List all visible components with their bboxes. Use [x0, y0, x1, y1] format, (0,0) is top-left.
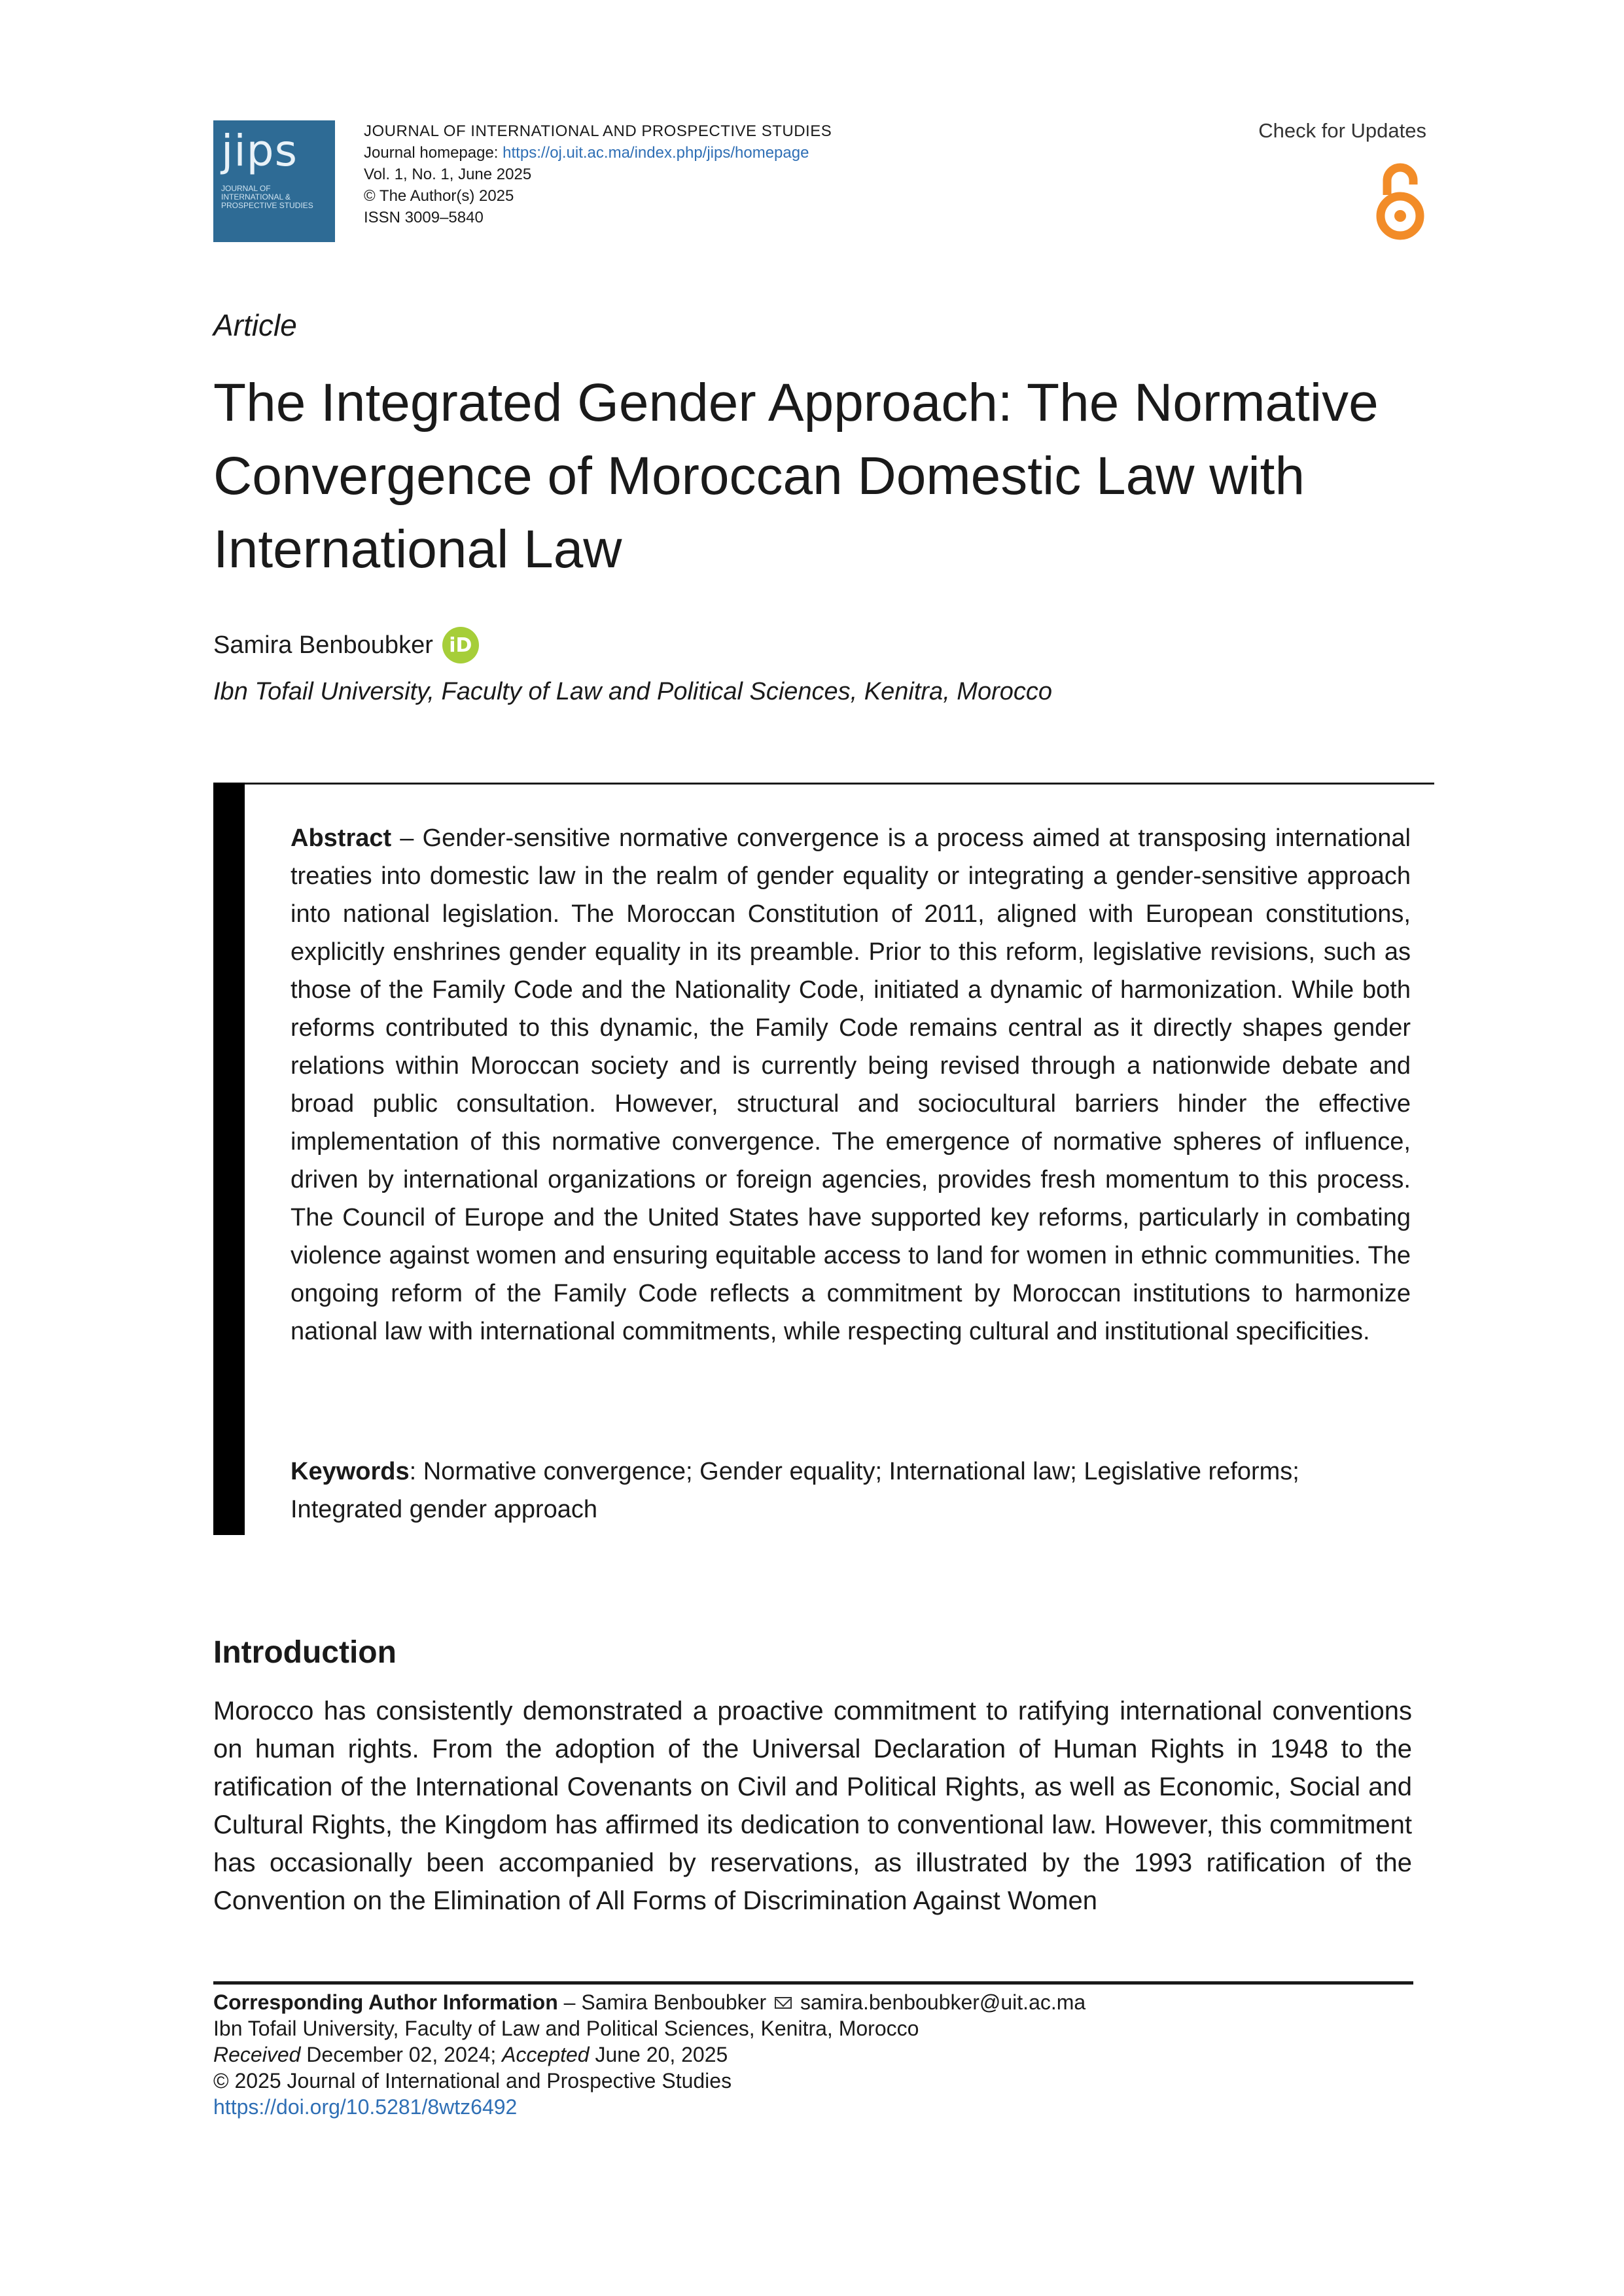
journal-logo — [213, 120, 335, 242]
orcid-icon[interactable]: iD — [442, 627, 479, 663]
article-type: Article — [213, 308, 297, 342]
abstract-side-bar — [213, 783, 245, 1535]
author-affiliation: Ibn Tofail University, Faculty of Law and Political Sciences, Kenitra, Morocco — [213, 678, 1053, 705]
author-name: Samira Benboubker — [213, 631, 433, 659]
logo-subtitle: JOURNAL OF INTERNATIONAL & PROSPECTIVE STUDIES — [221, 184, 313, 210]
abstract-top-rule — [213, 783, 1434, 785]
journal-info — [364, 120, 953, 228]
homepage-link[interactable]: https://oj.uit.ac.ma/index.php/jips/homepage — [503, 144, 809, 162]
corresponding-label: Corresponding Author Information — [213, 1990, 558, 2014]
received-label: Received — [213, 2043, 301, 2066]
article-title: The Integrated Gender Approach: The Normative Convergence of Moroccan Domestic Law with International Law — [213, 373, 1379, 579]
doi-link[interactable]: https://doi.org/10.5281/8wtz6492 — [213, 2095, 518, 2119]
abstract-text: – Gender-sensitive normative convergence is a process aimed at transposing international treaties into domestic law in the realm of gender equality or integrating a gender-sensitive approach into national legislation. The Moroccan Constitution of 2011, aligned with European constitutions, explicitly enshrines gender equality in its preamble. Prior to this reform, legislative revisions, such as those of the Family Code and the Nationality Code, initiated a dynamic of harmonization. While both reforms contributed to this dynamic, the Family Code remains central as it directly shapes gender relations within Moroccan society and is currently being revised through a nationwide debate and broad public consultation. However, structural and sociocultural barriers hinder the effective implementation of this normative convergence. The emergence of normative spheres of influence, driven by international organizations or foreign agencies, provides fresh momentum to this process. The Council of Europe and the United States have supported key reforms, particularly in combating violence against women and ensuring equitable access to land for women in ethnic communities. The ongoing reform of the Family Code reflects a commitment by Moroccan institutions to harmonize national law with international commitments, while respecting cultural and institutional specificities. — [291, 824, 1411, 1345]
footer-rule — [213, 1981, 1413, 1985]
corresponding-author-line — [213, 1989, 1417, 2015]
corresponding-name: – Samira Benboubker — [557, 1990, 773, 2014]
mail-icon — [775, 1997, 792, 2009]
corresponding-author-footer — [213, 1989, 1417, 2120]
issn: ISSN 3009–5840 — [364, 209, 484, 226]
footer-copyright: © 2025 Journal of International and Prospective Studies — [213, 2069, 732, 2093]
keywords-text: : Normative convergence; Gender equality; International law; Legislative reforms; Integrated gender approach — [291, 1458, 1299, 1523]
keywords-label: Keywords — [291, 1458, 410, 1485]
abstract — [291, 819, 1411, 1351]
dates-line — [213, 2041, 1417, 2068]
accepted-label: Accepted — [502, 2043, 590, 2066]
journal-homepage-line — [364, 142, 953, 164]
check-updates-link[interactable]: Check for Updates — [1258, 119, 1426, 142]
journal-copyright: © The Author(s) 2025 — [364, 187, 514, 205]
received-date: December 02, 2024; — [300, 2043, 503, 2066]
open-access-icon[interactable] — [1373, 161, 1428, 241]
journal-name: JOURNAL OF INTERNATIONAL AND PROSPECTIVE STUDIES — [364, 122, 832, 140]
homepage-label: Journal homepage: — [364, 144, 503, 162]
accepted-date: June 20, 2025 — [589, 2043, 728, 2066]
footer-affiliation: Ibn Tofail University, Faculty of Law and Political Sciences, Kenitra, Morocco — [213, 2017, 919, 2040]
section-heading-introduction: Introduction — [213, 1635, 397, 1670]
logo-mark: jips — [221, 126, 298, 176]
introduction-paragraph: Morocco has consistently demonstrated a proactive commitment to ratifying international conventions on human rights. From the adoption of the Universal Declaration of Human Rights in 1948 to the ratification of the International Covenants on Civil and Political Rights, as well as Economic, Social and Cultural Rights, the Kingdom has affirmed its dedication to conventional law. However, this commitment has occasionally been accompanied by reservations, as illustrated by the 1993 ratification of the Convention on the Elimination of All Forms of Discrimination Against Women — [213, 1697, 1412, 1915]
author-line — [213, 627, 479, 663]
corresponding-email[interactable]: samira.benboubker@uit.ac.ma — [800, 1990, 1086, 2014]
keywords — [291, 1453, 1337, 1528]
volume-info: Vol. 1, No. 1, June 2025 — [364, 166, 532, 183]
abstract-label: Abstract — [291, 824, 392, 852]
